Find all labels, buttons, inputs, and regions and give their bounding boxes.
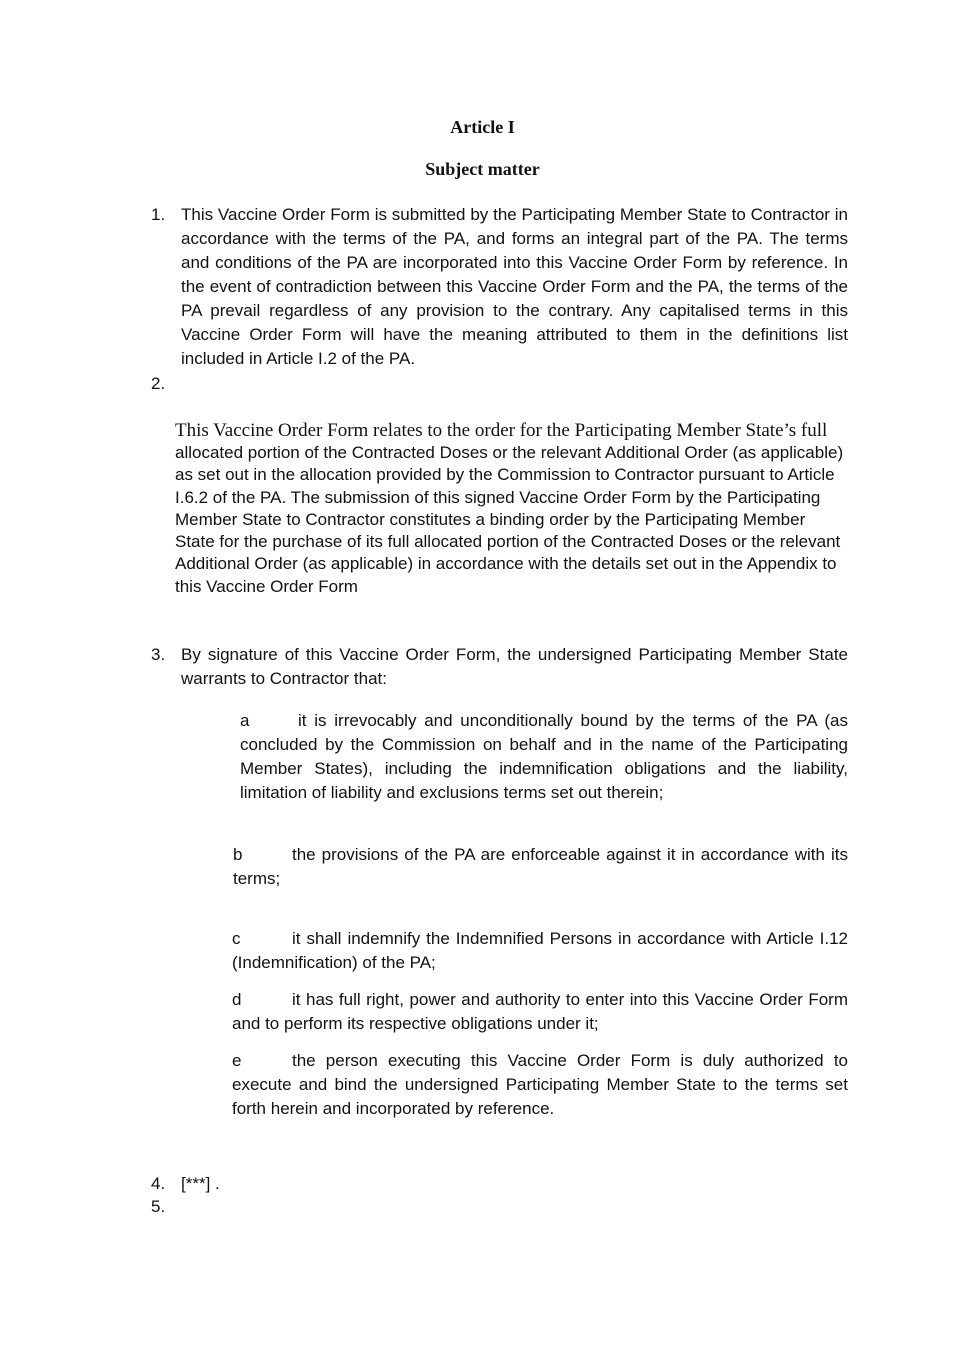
- clause-text: allocated portion of the Contracted Doses or the relevant Additional Order (as applicable) as set out in the allocation provided by the Commission to Contractor pursuant to Article I.6.2 of the PA. The submission of this signed Vaccine Order Form by the Participating Member State to Contractor constitutes a binding order by the Participating Member State for the purchase of its full allocated portion of the Contracted Doses or the relevant Additional Order (as applicable) in accordance with the details set out in the Appendix to this Vaccine Order Form: [175, 443, 844, 596]
- list-item-text: the person executing this Vaccine Order Form is duly authorized to execute and bind the undersigned Participating Member State to the terms set forth herein and incorporated by reference.: [232, 1051, 848, 1118]
- clause-first-line: This Vaccine Order Form relates to the order for the Participating Member State’s full: [175, 420, 828, 441]
- clause-number: 3.: [151, 645, 166, 664]
- list-item-letter: e: [232, 1051, 242, 1070]
- clause-number: 5.: [151, 1197, 166, 1216]
- list-item: [240, 709, 848, 805]
- clause-number: 4.: [151, 1174, 166, 1193]
- list-item-letter: c: [232, 929, 241, 948]
- clause-text: By signature of this Vaccine Order Form, the undersigned Participating Member State warrants to Contractor that:: [181, 645, 848, 688]
- clause-text: [***] .: [181, 1174, 220, 1193]
- article-subtitle: Subject matter: [425, 159, 540, 179]
- list-item-text: it is irrevocably and unconditionally bound by the terms of the PA (as concluded by the Commission on behalf and in the name of the Participating Member States), including the indemnification obligations and the liability, limitation of liability and exclusions terms set out therein;: [240, 711, 848, 802]
- list-item: [232, 988, 848, 1036]
- list-item-letter: b: [233, 845, 243, 864]
- list-item-text: the provisions of the PA are enforceable against it in accordance with its terms;: [233, 845, 848, 888]
- list-item-letter: a: [240, 711, 250, 730]
- list-item-text: it has full right, power and authority to enter into this Vaccine Order Form and to perform its respective obligations under it;: [232, 990, 848, 1033]
- list-item: [233, 843, 848, 891]
- list-item-text: it shall indemnify the Indemnified Persons in accordance with Article I.12 (Indemnification) of the PA;: [232, 929, 848, 972]
- clause-text: This Vaccine Order Form is submitted by the Participating Member State to Contractor in accordance with the terms of the PA, and forms an integral part of the PA. The terms and conditions of the PA are incorporated into this Vaccine Order Form by reference. In the event of contradiction between this Vaccine Order Form and the PA, the terms of the PA prevail regardless of any provision to the contrary. Any capitalised terms in this Vaccine Order Form will have the meaning attributed to them in the definitions list included in Article I.2 of the PA.: [181, 205, 848, 368]
- list-item-letter: d: [232, 990, 242, 1009]
- list-item: [232, 1049, 848, 1121]
- clause-number: 2.: [151, 374, 166, 393]
- clause-number: 1.: [151, 205, 166, 224]
- article-title: Article I: [450, 117, 515, 137]
- list-item: [232, 927, 848, 975]
